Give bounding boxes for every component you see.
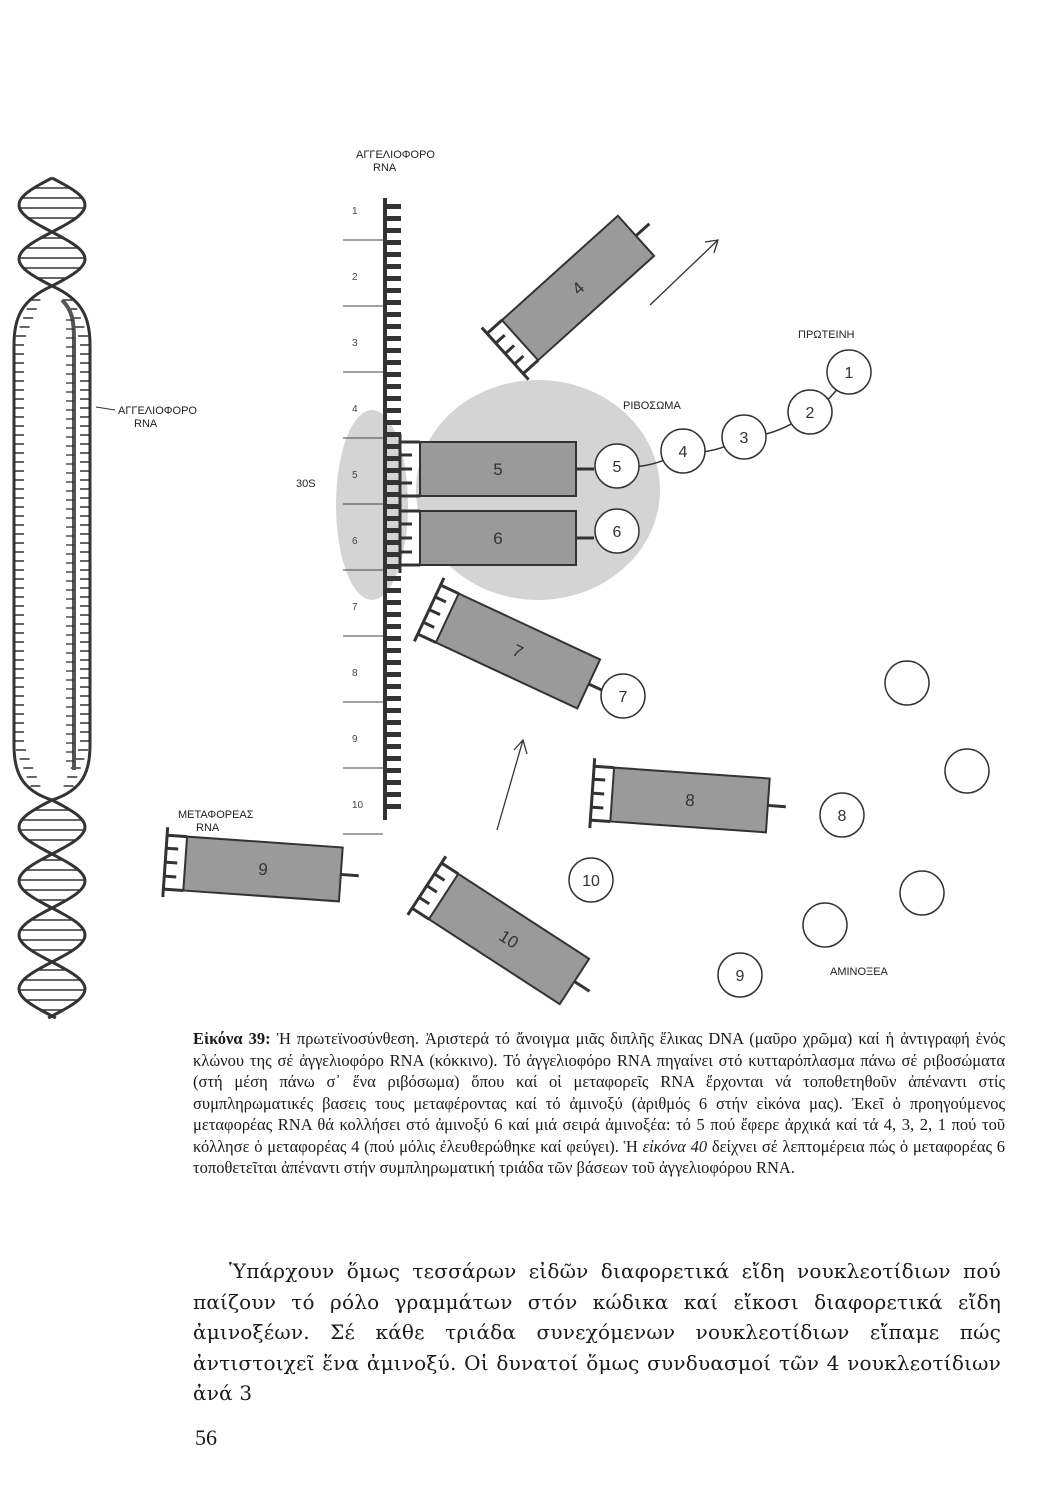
trna-molecule xyxy=(414,578,619,723)
trna-number: 4 xyxy=(568,278,589,299)
codon-number: 2 xyxy=(352,272,358,283)
amino-acid-free xyxy=(803,903,847,947)
amino-acid-free xyxy=(885,661,929,705)
caption-text-1: Ἡ πρωτεϊνοσύνθεση. Ἀριστερά τό ἄνοιγμα μιᾶς διπλῆς ἕλικας DNA (μαῦρο χρῶμα) καί ἡ ἀντιγραφή ἑνός κλώνου της σέ ἀγγελιοφόρο RNA (κόκκινο). Τό ἀγγελιοφόρο RNA πηγαίνει στό κυτταρόπλασμα πάνω σέ ριβοσώματα (στή μέση πάνω σ᾽ ἕνα ριβόσωμα) ὅπου καί οἱ μεταφορεῖς RNA ἔρχονται νά τοποθετηθοῦν ἀπέναντι στίς συμπληρωματικές βασεις τους μεταφέροντας καί τό ἀμινοξύ (ἀριθμός 6 στήν εἰκόνα μας). Ἐκεῖ ὁ προηγούμενος μεταφορέας RNA θά κολλήσει στό ἀμινοξύ 6 καί μιά σειρά ἀμινοξέα: τό 5 πού ἔφερε ἀρχικά καί τά 4, 3, 2, 1 πού τοῦ κόλλησε ὁ μεταφορέας 4 (πού μόλις ἐλευθερώθηκε καί φεύγει). Ἡ xyxy=(193,1029,1005,1156)
trna-number: 9 xyxy=(257,859,269,880)
mrna-top-label-2: RNA xyxy=(373,162,397,174)
page-number: 56 xyxy=(195,1425,217,1450)
codon-number: 9 xyxy=(352,734,358,745)
trna-number: 6 xyxy=(493,529,503,548)
trna-molecule xyxy=(482,198,673,380)
amino-acid-free xyxy=(945,749,989,793)
codon-number: 4 xyxy=(352,404,358,415)
amino-acid-number: 8 xyxy=(837,808,847,825)
mrna-left-label-1: ΑΓΓΕΛΙΟΦΟΡΟ xyxy=(118,405,197,417)
trna-molecule xyxy=(400,434,594,504)
trna-label-1: ΜΕΤΑΦΟΡΕΑΣ xyxy=(178,809,254,821)
codon-number: 1 xyxy=(352,206,358,217)
caption-text-2: δείχνει σέ λεπτομέρεια πώς ὁ μεταφορέας 6 τοποθετεῖται ἀπέναντι στήν συμπληρωματική τριάδα τῶν βάσεων τοῦ ἀγγελιοφόρου RNA. xyxy=(193,1136,1005,1177)
amino-acid-number: 10 xyxy=(582,873,600,890)
codon-number: 3 xyxy=(352,338,358,349)
caption-label: Εἰκόνα 39: xyxy=(193,1029,271,1048)
codon-number: 5 xyxy=(352,470,358,481)
amino-acid-number: 6 xyxy=(612,524,622,541)
dna-double-helix xyxy=(14,178,115,1018)
body-paragraph: Ὑπάρχουν ὅμως τεσσάρων εἰδῶν διαφορετικά εἴδη νουκλεοτίδιων πού παίζουν τό ρόλο γραμμάτων στόν κώδικα καί εἴκοσι διαφορετικά εἴδη ἀμινοξέων. Σέ κάθε τριάδα συνεχόμενων νουκλεοτίδιων εἴπαμε πώς ἀντιστοιχεῖ ἕνα ἀμινοξύ. Οἱ δυνατοί ὅμως συνδυασμοί τῶν 4 νουκλεοτίδιων ἀνά 3 xyxy=(193,1259,1001,1405)
ribosome-label: ΡΙΒΟΣΩΜΑ xyxy=(623,400,681,412)
amino-acid-number: 7 xyxy=(618,689,628,706)
subunit-label: 30S xyxy=(296,478,316,490)
trna-number: 8 xyxy=(684,790,696,811)
trna-group xyxy=(163,198,788,1021)
codon-number: 7 xyxy=(352,602,358,613)
mrna-top-label-1: ΑΓΓΕΛΙΟΦΟΡΟ xyxy=(356,149,435,161)
trna-molecule xyxy=(590,758,788,841)
amino-acid-number: 9 xyxy=(735,968,745,985)
mrna-left-label-2: RNA xyxy=(134,418,158,430)
trna-number: 5 xyxy=(493,460,503,479)
trna-number: 7 xyxy=(509,640,527,663)
codon-number: 6 xyxy=(352,536,358,547)
figure-caption xyxy=(193,1028,1005,1179)
amino-acid-number: 3 xyxy=(739,430,749,447)
protein-label: ΠΡΩΤΕΙΝΗ xyxy=(798,329,855,341)
trna-molecule xyxy=(400,503,594,573)
caption-figure-reference: εἰκόνα 40 xyxy=(642,1136,708,1156)
trna-number: 10 xyxy=(495,926,522,953)
amino-acid-free xyxy=(900,871,944,915)
amino-acid-number: 1 xyxy=(844,365,854,382)
trna-molecule xyxy=(163,827,361,910)
amino-acid-number: 4 xyxy=(678,444,688,461)
amino-acid-number: 2 xyxy=(805,405,815,422)
codon-number: 10 xyxy=(352,800,364,811)
amino-acid-number: 5 xyxy=(612,459,622,476)
amino-acids-label: ΑΜΙΝΟΞΕΑ xyxy=(830,966,888,978)
codon-number: 8 xyxy=(352,668,358,679)
trna-label-2: RNA xyxy=(196,822,220,834)
